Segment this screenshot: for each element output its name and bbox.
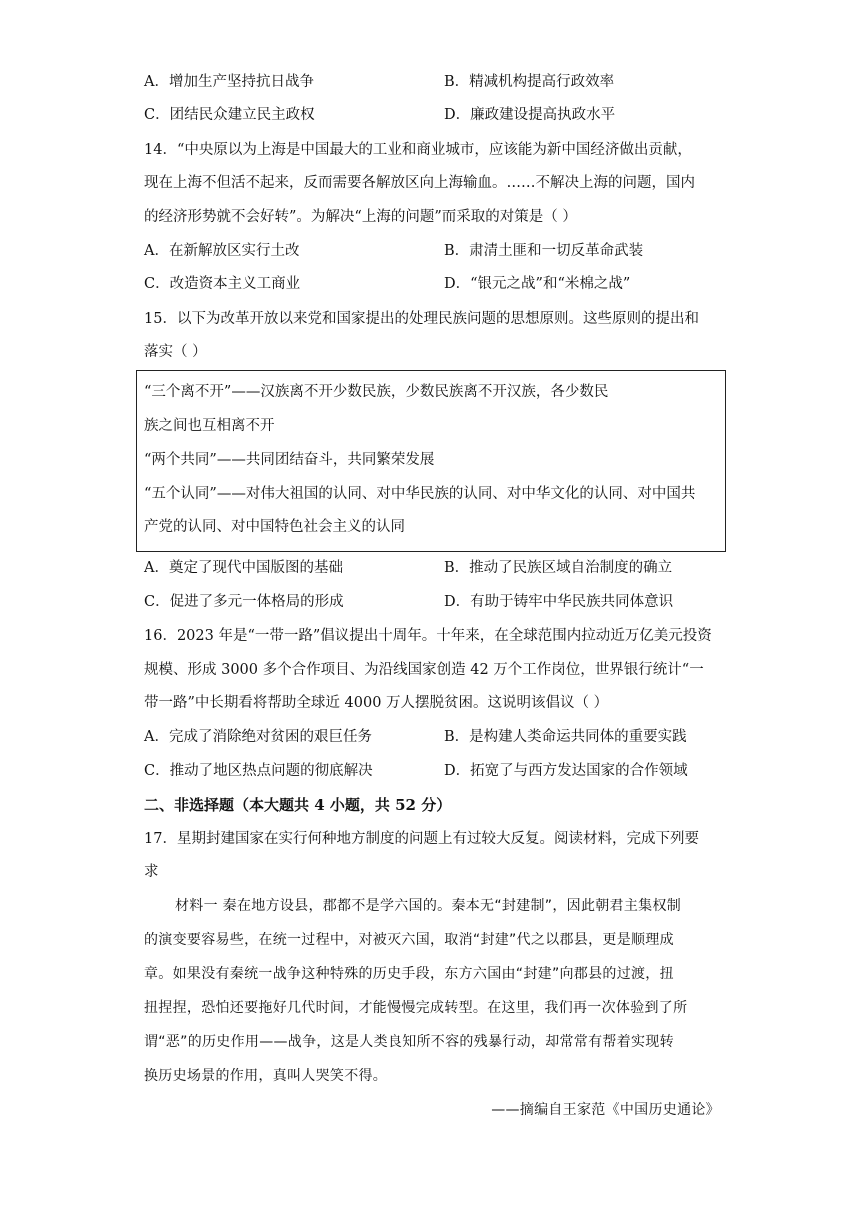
q13-option-b[interactable]: B．精减机构提高行政效率 [444, 74, 615, 90]
q15-option-c[interactable]: C．促进了多元一体格局的形成 [144, 594, 344, 610]
q17-stem-line2: 求 [144, 864, 159, 880]
q15-options-row1 [144, 557, 716, 579]
q17-material-line6: 换历史场景的作用，真叫人哭笑不得。 [144, 1068, 388, 1084]
q14-options-row1 [144, 240, 716, 262]
q13-option-d[interactable]: D．廉政建设提高执政水平 [444, 107, 616, 123]
q14-option-a[interactable]: A．在新解放区实行土改 [144, 243, 300, 259]
q15-stem-line1: 15．以下为改革开放以来党和国家提出的处理民族问题的思想原则。这些原则的提出和 [144, 311, 699, 327]
q16-options-row1 [144, 726, 716, 748]
q13-option-a[interactable]: A．增加生产坚持抗日战争 [144, 74, 314, 90]
q14-option-c[interactable]: C．改造资本主义工商业 [144, 276, 301, 292]
q14-option-b[interactable]: B．肃清土匪和一切反革命武装 [444, 243, 644, 259]
q16-stem-line3: 带一路”中长期看将帮助全球近 4000 万人摆脱贫困。这说明该倡议（ ） [144, 695, 609, 711]
q17-material-source: ——摘编自王家范《中国历史通论》 [491, 1102, 720, 1118]
q15-box-line2: 族之间也互相离不开 [144, 418, 275, 434]
q13-options-row2 [144, 104, 716, 126]
q17-material-line5: 谓“恶”的历史作用——战争，这是人类良知所不容的残暴行动，却常常有帮着实现转 [144, 1034, 674, 1050]
section-heading: 二、非选择题（本大题共 4 小题，共 52 分） [144, 796, 452, 814]
q17-stem-line1: 17．星期封建国家在实行何种地方制度的问题上有过较大反复。阅读材料，完成下列要 [144, 831, 699, 847]
q15-box-line5: 产党的认同、对中国特色社会主义的认同 [144, 519, 405, 535]
q14-option-d[interactable]: D．“银元之战”和“米棉之战” [444, 276, 631, 292]
q16-option-a[interactable]: A．完成了消除绝对贫困的艰巨任务 [144, 729, 372, 745]
q15-box-line3: “两个共同”——共同团结奋斗，共同繁荣发展 [144, 452, 435, 468]
q16-stem-line2: 规模、形成 3000 多个合作项目、为沿线国家创造 42 万个工作岗位，世界银行统计“一 [144, 662, 704, 678]
q15-option-a[interactable]: A．奠定了现代中国版图的基础 [144, 560, 343, 576]
q16-option-b[interactable]: B．是构建人类命运共同体的重要实践 [444, 729, 687, 745]
q14-stem-line1: 14．“中央原以为上海是中国最大的工业和商业城市，应该能为新中国经济做出贡献， [144, 142, 692, 158]
q17-material-line3: 章。如果没有秦统一战争这种特殊的历史手段，东方六国由“封建”向郡县的过渡，扭 [144, 966, 674, 982]
q16-option-d[interactable]: D．拓宽了与西方发达国家的合作领域 [444, 763, 688, 779]
q13-options-row1 [144, 71, 716, 93]
q13-option-c[interactable]: C．团结民众建立民主政权 [144, 107, 315, 123]
q15-box-line1: “三个离不开”——汉族离不开少数民族，少数民族离不开汉族，各少数民 [144, 384, 609, 400]
q15-option-d[interactable]: D．有助于铸牢中华民族共同体意识 [444, 594, 674, 610]
q15-options-row2 [144, 591, 716, 613]
q17-material-line1: 材料一 秦在地方设县，郡都不是学六国的。秦本无“封建制”，因此朝君主集权制 [175, 898, 682, 914]
q15-stem-line2: 落实（ ） [144, 344, 207, 360]
q15-option-b[interactable]: B．推动了民族区域自治制度的确立 [444, 560, 673, 576]
q16-option-c[interactable]: C．推动了地区热点问题的彻底解决 [144, 763, 373, 779]
q17-material-line2: 的演变要容易些，在统一过程中，对被灭六国，取消“封建”代之以郡县，更是顺理成 [144, 932, 674, 948]
q16-stem-line1: 16．2023 年是“一带一路”倡议提出十周年。十年来，在全球范围内拉动近万亿美元投资 [144, 628, 712, 644]
q17-material-line4: 扭捏捏，恐怕还要拖好几代时间，才能慢慢完成转型。在这里，我们再一次体验到了所 [144, 1000, 688, 1016]
q14-stem-line3: 的经济形势就不会好转”。为解决“上海的问题”而采取的对策是（ ） [144, 209, 577, 225]
q15-box-line4: “五个认同”——对伟大祖国的认同、对中华民族的认同、对中华文化的认同、对中国共 [144, 486, 696, 502]
q14-stem-line2: 现在上海不但活不起来，反而需要各解放区向上海输血。……不解决上海的问题，国内 [144, 175, 695, 191]
q14-options-row2 [144, 273, 716, 295]
q16-options-row2 [144, 760, 716, 782]
